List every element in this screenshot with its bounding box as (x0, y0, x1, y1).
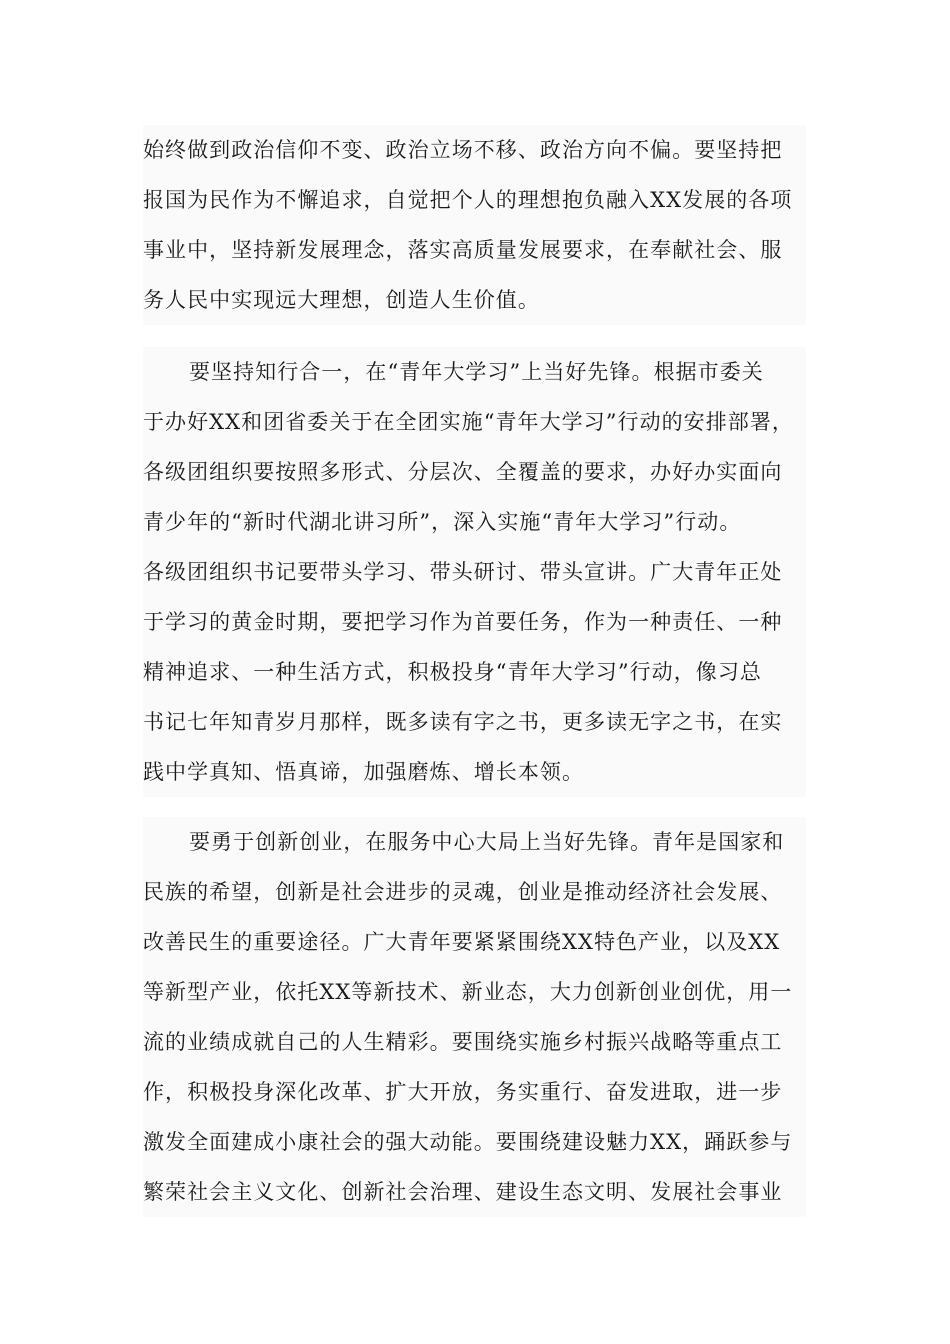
paragraph-line: 青少年的“新时代湖北讲习所”，深入实施“青年大学习”行动。 (143, 510, 742, 534)
paragraph-line: 繁荣社会主义文化、创新社会治理、建设生态文明、发展社会事业 (143, 1180, 783, 1204)
paragraph-line: 等新型产业，依托XX等新技术、新业态，大力创新创业创优，用一 (143, 980, 793, 1004)
paragraph-line: 始终做到政治信仰不变、政治立场不移、政治方向不偏。要坚持把 (143, 138, 783, 162)
paragraph-line: 践中学真知、悟真谛，加强磨炼、增长本领。 (143, 760, 584, 784)
paragraph-line: 于办好XX和团省委关于在全团实施“青年大学习”行动的安排部署， (143, 410, 794, 434)
paragraph-line: 于学习的黄金时期，要把学习作为首要任务，作为一种责任、一种 (143, 610, 783, 634)
paragraph-3 (143, 817, 806, 1217)
paragraph-line: 务人民中实现远大理想，创造人生价值。 (143, 288, 540, 312)
paragraph-line: 精神追求、一种生活方式，积极投身“青年大学习”行动，像习总 (143, 660, 762, 684)
paragraph-line: 各级团组织要按照多形式、分层次、全覆盖的要求，办好办实面向 (143, 460, 783, 484)
paragraph-line: 报国为民作为不懈追求，自觉把个人的理想抱负融入XX发展的各项 (143, 188, 793, 212)
paragraph-line: 激发全面建成小康社会的强大动能。要围绕建设魅力XX，踊跃参与 (143, 1130, 793, 1154)
paragraph-1 (143, 125, 806, 325)
paragraph-line: 要勇于创新创业，在服务中心大局上当好先锋。青年是国家和 (189, 830, 785, 854)
paragraph-line: 各级团组织书记要带头学习、带头研讨、带头宣讲。广大青年正处 (143, 560, 783, 584)
paragraph-line: 流的业绩成就自己的人生精彩。要围绕实施乡村振兴战略等重点工 (143, 1030, 783, 1054)
paragraph-line: 民族的希望，创新是社会进步的灵魂，创业是推动经济社会发展、 (143, 880, 783, 904)
paragraph-2 (143, 347, 806, 797)
paragraph-line: 作，积极投身深化改革、扩大开放，务实重行、奋发进取，进一步 (143, 1080, 783, 1104)
paragraph-line: 要坚持知行合一，在“青年大学习”上当好先锋。根据市委关 (189, 360, 764, 384)
paragraph-line: 事业中，坚持新发展理念，落实高质量发展要求，在奉献社会、服 (143, 238, 783, 262)
paragraph-line: 书记七年知青岁月那样，既多读有字之书，更多读无字之书，在实 (143, 710, 783, 734)
paragraph-line: 改善民生的重要途径。广大青年要紧紧围绕XX特色产业，以及XX (143, 930, 781, 954)
